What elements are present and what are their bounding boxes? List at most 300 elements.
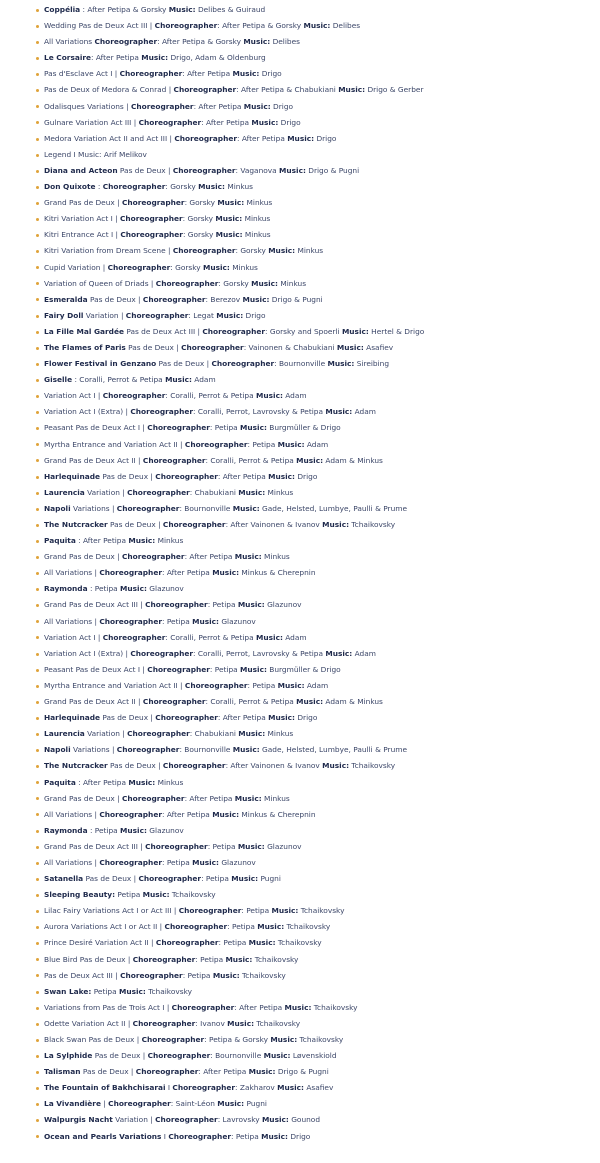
item-bold-text: Coppélia — [44, 5, 81, 14]
item-text: : Petipa — [182, 970, 213, 980]
item-bold-text: Music: — [215, 230, 243, 240]
item-bold-text: Music: — [251, 278, 279, 288]
item-text: Pas de Deux | — [125, 342, 182, 352]
item-bold-text: Choreographer — [168, 1131, 231, 1141]
item-text: Grand Pas de Deux Act II | — [44, 697, 143, 707]
item-bold-text: Choreographer — [164, 922, 228, 932]
list-item — [0, 581, 600, 597]
item-text: Burgmüller & Drigo — [266, 423, 341, 433]
list-item — [0, 308, 600, 324]
list-item — [0, 855, 600, 871]
item-text: Glazunov — [218, 616, 256, 626]
list-item — [0, 823, 600, 839]
list-item — [0, 775, 600, 791]
item-text: Tchaikovsky — [239, 970, 286, 980]
item-text: Variation | — [84, 729, 128, 739]
item-text: Løvenskiold — [290, 1051, 337, 1061]
item-bold-text: Choreographer — [141, 1035, 205, 1044]
list-item — [0, 742, 600, 758]
item-bold-text: Music: — [284, 1002, 312, 1012]
item-bold-text: Music: — [256, 632, 283, 642]
item-bold-text: Music: — [192, 616, 219, 626]
item-text: Minkus — [261, 552, 290, 562]
item-bold-text: Music: — [261, 1115, 289, 1125]
item-bold-text: Music: — [212, 568, 240, 578]
item-bold-text: Choreographer — [119, 69, 183, 79]
item-text: : After Petipa — [234, 1002, 285, 1012]
item-text: : Coralli, Perrot & Petipa — [165, 391, 257, 401]
list-item — [0, 1129, 600, 1145]
item-text: Asafiev — [303, 1083, 334, 1093]
item-bold-text: Choreographer — [147, 1051, 211, 1061]
list-item — [0, 1048, 600, 1064]
list-item — [0, 404, 600, 420]
item-text: : Petipa — [230, 1131, 262, 1141]
item-text: Minkus — [155, 536, 184, 546]
item-text: Variation Act I (Extra) | — [44, 407, 131, 417]
item-bold-text: Choreographer — [99, 857, 162, 867]
item-bold-text: Giselle — [44, 375, 73, 385]
item-bold-text: Esmeralda — [44, 294, 88, 304]
item-text: Odette Variation Act II | — [44, 1018, 133, 1028]
list-item — [0, 147, 600, 163]
item-text: : Petipa — [207, 600, 238, 610]
item-bold-text: Music: — [238, 729, 266, 739]
item-text: Glazunov — [264, 600, 302, 610]
item-text: All Variations | — [44, 809, 100, 819]
item-bold-text: Music: — [268, 246, 296, 256]
item-bold-text: Choreographer — [154, 21, 218, 31]
item-text: Variation | — [112, 1115, 156, 1125]
item-text: Minkus — [265, 487, 294, 497]
list-item — [0, 565, 600, 581]
list-item — [0, 952, 600, 968]
item-text: Minkus — [265, 729, 294, 739]
item-bold-text: Laurencia — [44, 729, 85, 739]
item-text: Grand Pas de Deux Act III | — [44, 841, 146, 851]
item-text: Drigo — [295, 713, 318, 723]
list-item — [0, 243, 600, 259]
item-text: Variations | — [70, 503, 117, 513]
item-bold-text: Choreographer — [135, 1067, 199, 1077]
item-bold-text: Swan Lake: — [44, 986, 92, 996]
item-bold-text: Choreographer — [147, 664, 210, 674]
item-bold-text: Choreographer — [142, 455, 206, 465]
item-bold-text: Choreographer — [102, 391, 166, 401]
item-text: : Vainonen & Chabukiani — [243, 342, 337, 352]
item-text: : After Petipa — [184, 552, 235, 562]
item-text: Drigo — [295, 471, 318, 481]
item-text: Gulnare Variation Act III | — [44, 117, 139, 127]
item-text: : Gorsky — [182, 214, 216, 224]
item-bold-text: Laurencia — [44, 487, 85, 497]
item-text: Wedding Pas de Deux Act III | — [44, 21, 155, 31]
item-text: Glazunov — [146, 825, 184, 835]
item-text: Peasant Pas de Deux Act I | — [44, 423, 148, 433]
item-text: : Gorsky — [170, 262, 203, 272]
item-bold-text: Choreographer — [119, 214, 183, 224]
item-bold-text: Music: — [325, 648, 353, 658]
item-bold-text: Music: — [277, 680, 305, 690]
item-text: Glazunov — [264, 841, 302, 851]
list-item — [0, 903, 600, 919]
item-bold-text: Napoli — [44, 503, 71, 513]
item-text: : Coralli, Perrot & Petipa — [205, 455, 297, 465]
item-bold-text: Music: — [277, 1083, 304, 1093]
item-text: : Bournonville — [210, 1051, 264, 1061]
item-text: Variation | — [84, 487, 128, 497]
item-text: Delibes — [270, 37, 301, 47]
item-bold-text: Le Corsaire — [44, 53, 92, 63]
item-text: Adam — [352, 407, 376, 417]
item-text: : Petipa — [201, 874, 232, 884]
item-text: : Coralli, Perrot, Lavrovsky & Petipa — [193, 407, 326, 417]
item-text: Pugni — [244, 1099, 267, 1109]
item-text: : Bournonville — [274, 359, 328, 369]
item-bold-text: Music: — [325, 407, 353, 417]
item-bold-text: Music: — [215, 214, 243, 224]
item-text: Gade, Helsted, Lumbye, Paulli & Prume — [259, 745, 407, 755]
item-text: Minkus & Cherepnin — [239, 568, 316, 578]
list-item — [0, 227, 600, 243]
item-text: Glazunov — [146, 584, 184, 594]
item-text: Medora Variation Act II and Act III | — [44, 133, 175, 143]
item-text: Pas de Deux Act III | — [123, 326, 203, 336]
item-bold-text: Music: — [128, 536, 156, 546]
item-text: Minkus — [155, 777, 184, 787]
item-text: Pas de Deux | — [107, 761, 163, 771]
item-bold-text: Music: — [322, 520, 350, 529]
item-text: Adam — [304, 680, 329, 690]
list-item — [0, 276, 600, 292]
item-bold-text: Music: — [257, 922, 285, 932]
item-text: Tchaikovsky — [275, 938, 322, 948]
item-text: : Petipa — [209, 664, 241, 674]
item-text: Adam & Minkus — [323, 455, 383, 465]
item-text: Minkus — [295, 246, 324, 256]
list-item — [0, 195, 600, 211]
item-bold-text: Choreographer — [94, 37, 158, 47]
item-bold-text: The Flames of Paris — [44, 342, 126, 352]
item-text: Tchaikovsky — [145, 986, 192, 996]
item-text: : Gorsky — [218, 278, 252, 288]
item-bold-text: Choreographer — [155, 1115, 218, 1125]
list-item — [0, 82, 600, 98]
item-bold-text: Music: — [232, 69, 260, 79]
item-bold-text: Diana and Acteon — [44, 165, 118, 175]
list-item — [0, 694, 600, 710]
list-item — [0, 1000, 600, 1016]
item-text: : Chabukiani — [189, 729, 239, 739]
item-text: : Gorsky — [182, 230, 216, 240]
item-bold-text: Choreographer — [99, 616, 162, 626]
item-text: Variations | — [70, 745, 117, 755]
item-text: : After Petipa — [161, 568, 213, 578]
item-text: All Variations — [44, 37, 95, 47]
item-bold-text: Paquita — [44, 536, 76, 546]
list-item — [0, 549, 600, 565]
item-bold-text: Music: — [237, 600, 265, 610]
list-item — [0, 839, 600, 855]
item-bold-text: Raymonda — [44, 584, 88, 594]
item-text: : Legat — [188, 310, 217, 320]
list-item — [0, 420, 600, 436]
list-item — [0, 2, 600, 18]
item-bold-text: Choreographer — [155, 278, 219, 288]
list-item — [0, 871, 600, 887]
item-bold-text: Music: — [270, 1035, 298, 1044]
item-text: Tchaikovsky — [349, 761, 396, 771]
item-bold-text: Music: — [216, 310, 244, 320]
item-text: : Gorsky — [235, 246, 269, 256]
list-item — [0, 501, 600, 517]
item-text: Minkus — [242, 214, 271, 224]
item-bold-text: Paquita — [44, 777, 76, 787]
item-bold-text: Music: — [336, 342, 364, 352]
item-text: Tchaikovsky — [254, 1018, 301, 1028]
item-bold-text: La Sylphide — [44, 1051, 93, 1061]
item-text: Variation Act I | — [44, 632, 103, 642]
item-text: Drigo — [243, 310, 266, 320]
item-bold-text: Music: — [338, 85, 366, 95]
item-bold-text: Music: — [227, 1018, 255, 1028]
item-text: : Gorsky — [184, 198, 218, 208]
item-text: Kitri Variation from Dream Scene | — [44, 246, 173, 256]
item-bold-text: Music: — [279, 165, 306, 175]
item-bold-text: Choreographer — [162, 761, 226, 771]
list-item — [0, 469, 600, 485]
item-text: Lilac Fairy Variations Act I or Act III | — [44, 906, 179, 916]
item-text: All Variations | — [44, 568, 100, 578]
list-item — [0, 646, 600, 662]
item-text: : After Petipa — [201, 117, 252, 127]
item-text: Adam — [191, 375, 216, 385]
item-text: : Petipa & Gorsky — [204, 1035, 271, 1044]
list-item — [0, 1064, 600, 1080]
item-text: Pas de Deux | — [87, 294, 143, 304]
item-bold-text: Music: — [268, 471, 296, 481]
item-text: Drigo & Pugni — [275, 1067, 329, 1077]
item-text: Adam & Minkus — [323, 697, 383, 707]
item-bold-text: Music: — [212, 970, 240, 980]
item-bold-text: Choreographer — [172, 165, 236, 175]
item-text: Sireibing — [354, 359, 390, 369]
item-text: Kitri Entrance Act I | — [44, 230, 121, 240]
item-text: : After Petipa & Gorsky — [157, 37, 244, 47]
item-text: : Coralli, Perrot & Petipa — [72, 375, 166, 385]
item-text: : After Petipa — [217, 471, 269, 481]
item-text: : After Petipa — [75, 536, 129, 546]
item-text: Pas de Deux of Medora & Conrad | — [44, 85, 174, 95]
item-text: : Petipa — [227, 922, 258, 932]
item-text: Grand Pas de Deux Act III | — [44, 600, 146, 610]
item-bold-text: Music: — [212, 809, 240, 819]
item-bold-text: Music: — [296, 697, 324, 707]
item-text: Minkus — [242, 230, 271, 240]
list-item — [0, 662, 600, 678]
list-item — [0, 968, 600, 984]
item-text: Grand Pas de Deux | — [44, 552, 122, 562]
item-text: : Bournonville — [179, 745, 233, 755]
item-bold-text: Music: — [271, 906, 299, 916]
item-bold-text: Choreographer — [127, 487, 190, 497]
item-text: Pas de Deux | — [83, 874, 139, 884]
item-bold-text: Flower Festival in Genzano — [44, 359, 157, 369]
item-bold-text: Choreographer — [130, 101, 194, 111]
item-bold-text: Music: — [128, 777, 156, 787]
item-bold-text: Choreographer — [127, 729, 190, 739]
item-bold-text: Music: — [243, 101, 271, 111]
item-text: : Saint-Léon — [170, 1099, 218, 1109]
item-bold-text: Music: — [261, 1131, 288, 1141]
item-bold-text: Music: — [234, 552, 262, 562]
item-text: Adam — [352, 648, 376, 658]
item-text: Minkus — [244, 198, 273, 208]
item-text: : Petipa — [161, 857, 193, 867]
item-text: : Coralli, Perrot & Petipa — [165, 632, 257, 642]
list-item — [0, 179, 600, 195]
item-bold-text: Choreographer — [184, 439, 248, 449]
item-bold-text: Choreographer — [99, 568, 162, 578]
list-item — [0, 710, 600, 726]
item-text: Grand Pas de Deux | — [44, 793, 122, 803]
item-text: Myrtha Entrance and Variation Act II | — [44, 439, 185, 449]
list-item — [0, 984, 600, 1000]
list-item — [0, 533, 600, 549]
item-text: : Petipa — [218, 938, 249, 948]
item-bold-text: Choreographer — [171, 1002, 235, 1012]
item-text: Variation of Queen of Driads | — [44, 278, 156, 288]
item-bold-text: La Fille Mal Gardée — [44, 326, 124, 336]
item-bold-text: Music: — [303, 21, 331, 31]
list-item — [0, 1080, 600, 1096]
item-text: Tchaikovsky — [252, 954, 299, 964]
item-text: Pas d'Esclave Act I | — [44, 69, 120, 79]
item-text: Drigo — [287, 1131, 311, 1141]
item-text: Drigo — [259, 69, 282, 79]
list-item — [0, 356, 600, 372]
item-text: Tchaikovsky — [349, 520, 396, 529]
list-item — [0, 163, 600, 179]
item-text: Gade, Helsted, Lumbye, Paulli & Prume — [259, 503, 407, 513]
item-bold-text: Music: — [243, 37, 271, 47]
item-text: : Gorsky and Spoerli — [265, 326, 342, 336]
item-text: : — [95, 182, 103, 192]
item-text: Minkus — [278, 278, 307, 288]
item-bold-text: Choreographer — [155, 938, 219, 948]
item-bold-text: Harlequinade — [44, 471, 100, 481]
item-bold-text: Ocean and Pearls Variations — [44, 1131, 162, 1141]
item-text: : Petipa — [209, 423, 241, 433]
item-text: Tchaikovsky — [169, 890, 216, 900]
item-text: Pas de Deux | — [107, 520, 163, 529]
item-text: : After Petipa — [161, 809, 213, 819]
item-text: Glazunov — [218, 857, 256, 867]
item-bold-text: Choreographer — [121, 552, 185, 562]
item-bold-text: Music: — [251, 117, 279, 127]
item-bold-text: Choreographer — [172, 246, 236, 256]
item-bold-text: Music: — [232, 745, 260, 755]
item-bold-text: Choreographer — [125, 310, 189, 320]
item-text: Petipa — [115, 890, 143, 900]
item-bold-text: Music: — [217, 1099, 245, 1109]
item-bold-text: Choreographer — [145, 841, 208, 851]
item-text: Gounod — [288, 1115, 321, 1125]
item-bold-text: Fairy Doll — [44, 310, 84, 320]
item-text: : Chabukiani — [189, 487, 239, 497]
item-text: : Petipa — [247, 439, 278, 449]
list-item — [0, 726, 600, 742]
item-bold-text: Choreographer — [132, 1018, 196, 1028]
list-item — [0, 758, 600, 774]
item-bold-text: Music: — [277, 439, 305, 449]
item-text: : Petipa — [207, 841, 238, 851]
item-bold-text: Harlequinade — [44, 713, 100, 723]
item-text: : After Vainonen & Ivanov — [225, 761, 323, 771]
item-bold-text: Music: — [327, 359, 355, 369]
item-bold-text: Music: — [231, 874, 259, 884]
list-item — [0, 935, 600, 951]
list-item — [0, 630, 600, 646]
item-text: : Coralli, Perrot, Lavrovsky & Petipa — [193, 648, 326, 658]
item-text: | — [100, 1099, 109, 1109]
list-item — [0, 388, 600, 404]
item-text: Black Swan Pas de Deux | — [44, 1035, 142, 1044]
list-item — [0, 372, 600, 388]
item-text: Delibes & Guiraud — [195, 5, 266, 14]
item-bold-text: Music: — [141, 53, 169, 63]
item-bold-text: Music: — [198, 182, 225, 192]
item-bold-text: Choreographer — [116, 745, 180, 755]
item-text: Drigo, Adam & Oldenburg — [168, 53, 266, 63]
item-text: Asafiev — [363, 342, 394, 352]
list-item — [0, 453, 600, 469]
item-text: : After Petipa & Chabukiani — [236, 85, 339, 95]
item-text: Drigo & Pugni — [269, 294, 323, 304]
item-bold-text: Choreographer — [142, 294, 206, 304]
item-text: Cupid Variation | — [44, 262, 108, 272]
item-bold-text: Choreographer — [162, 520, 226, 529]
item-text: : Petipa — [161, 616, 193, 626]
item-bold-text: Music: — [142, 890, 170, 900]
item-text: Legend I Music: Arif Melikov — [44, 149, 147, 159]
list-item — [0, 211, 600, 227]
item-bold-text: Choreographer — [138, 874, 202, 884]
item-bold-text: Music: — [248, 938, 276, 948]
item-bold-text: Music: — [225, 954, 253, 964]
item-text: All Variations | — [44, 616, 100, 626]
item-bold-text: Music: — [120, 825, 147, 835]
item-text: Minkus — [261, 793, 290, 803]
item-bold-text: Music: — [237, 841, 265, 851]
list-item — [0, 1032, 600, 1048]
item-text: : After Petipa — [182, 69, 233, 79]
item-bold-text: Music: — [168, 5, 196, 14]
list-item — [0, 517, 600, 533]
item-bold-text: Walpurgis Nacht — [44, 1115, 113, 1125]
item-text: Tchaikovsky — [284, 922, 331, 932]
list-item — [0, 324, 600, 340]
item-bold-text: Choreographer — [132, 954, 196, 964]
item-text: : After Petipa — [184, 793, 235, 803]
item-text: I — [165, 1083, 173, 1093]
item-bold-text: Choreographer — [130, 648, 194, 658]
item-bold-text: Satanella — [44, 874, 84, 884]
item-text: Hertel & Drigo — [368, 326, 425, 336]
item-bold-text: Music: — [165, 375, 192, 385]
item-text: Minkus & Cherepnin — [239, 809, 316, 819]
item-text: Variation | — [83, 310, 126, 320]
